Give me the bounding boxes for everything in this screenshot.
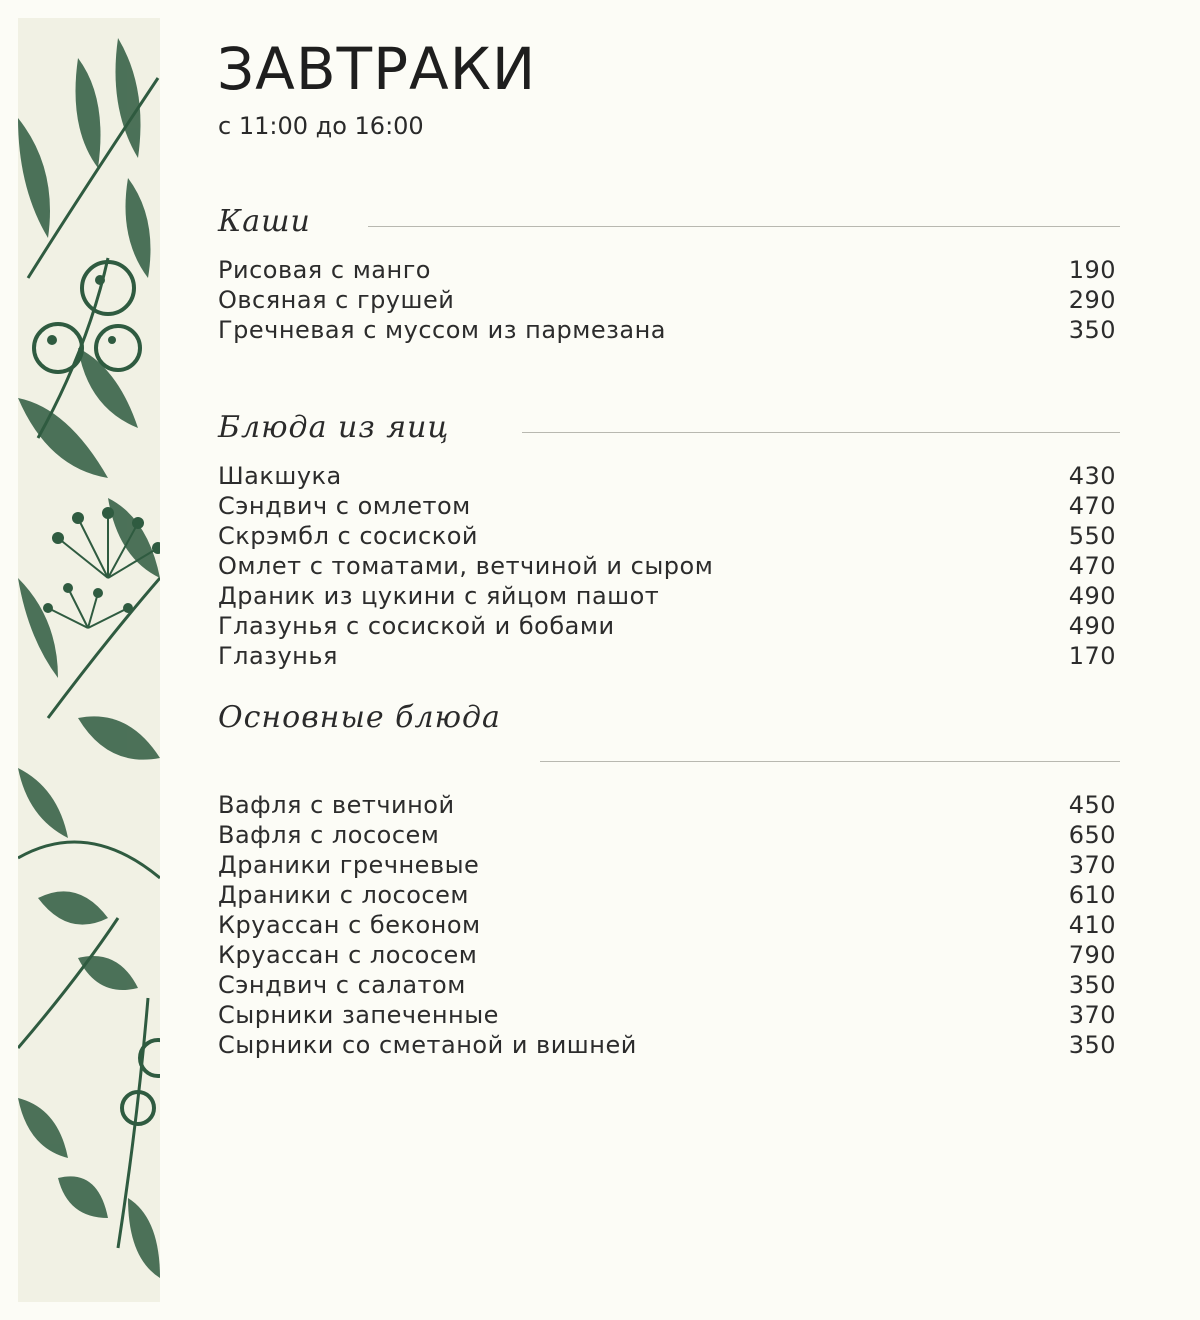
menu-item <box>218 911 1120 941</box>
menu-item-name: Глазунья с сосиской и бобами <box>218 612 615 640</box>
menu-item-name: Шакшука <box>218 462 342 490</box>
menu-item-name: Рисовая с манго <box>218 256 431 284</box>
menu-item <box>218 256 1120 286</box>
section-divider <box>368 226 1120 227</box>
menu-item <box>218 1001 1120 1031</box>
menu-item <box>218 462 1120 492</box>
menu-item-price: 170 <box>1068 642 1116 670</box>
section-title-main-dishes: Основные блюда <box>218 700 501 735</box>
botanical-illustration <box>18 18 160 1302</box>
menu-item <box>218 851 1120 881</box>
menu-item-name: Сырники запеченные <box>218 1001 499 1029</box>
page-title: ЗАВТРАКИ <box>217 35 537 103</box>
section-divider <box>540 761 1120 762</box>
menu-item-price: 350 <box>1068 1031 1116 1059</box>
menu-item-price: 790 <box>1068 941 1116 969</box>
menu-item <box>218 821 1120 851</box>
menu-item-price: 470 <box>1068 492 1116 520</box>
menu-item-price: 190 <box>1068 256 1116 284</box>
botanical-drawing <box>18 18 160 1302</box>
menu-item-price: 350 <box>1068 971 1116 999</box>
menu-item-name: Драники гречневые <box>218 851 480 879</box>
menu-item-price: 550 <box>1068 522 1116 550</box>
menu-item-name: Драники с лососем <box>218 881 469 909</box>
menu-item-name: Вафля с лососем <box>218 821 440 849</box>
serving-hours: с 11:00 до 16:00 <box>218 112 424 140</box>
menu-item-price: 430 <box>1068 462 1116 490</box>
menu-item <box>218 582 1120 612</box>
menu-list-egg-dishes <box>218 462 1120 672</box>
menu-item <box>218 941 1120 971</box>
section-divider <box>522 432 1120 433</box>
menu-item-name: Скрэмбл с сосиской <box>218 522 479 550</box>
menu-list-main-dishes <box>218 791 1120 1061</box>
menu-item-price: 370 <box>1068 1001 1116 1029</box>
menu-item-price: 470 <box>1068 552 1116 580</box>
menu-item <box>218 316 1120 346</box>
menu-item-name: Драник из цукини с яйцом пашот <box>218 582 660 610</box>
section-title-porridge: Каши <box>218 204 311 239</box>
menu-item-price: 610 <box>1068 881 1116 909</box>
menu-item <box>218 642 1120 672</box>
menu-item-price: 490 <box>1068 582 1116 610</box>
menu-item-price: 450 <box>1068 791 1116 819</box>
menu-item <box>218 881 1120 911</box>
menu-item <box>218 971 1120 1001</box>
menu-item <box>218 286 1120 316</box>
menu-item <box>218 492 1120 522</box>
menu-item-price: 410 <box>1068 911 1116 939</box>
menu-item <box>218 552 1120 582</box>
menu-item-name: Овсяная с грушей <box>218 286 455 314</box>
menu-item-price: 370 <box>1068 851 1116 879</box>
menu-item-name: Вафля с ветчиной <box>218 791 455 819</box>
menu-item-name: Гречневая с муссом из пармезана <box>218 316 666 344</box>
menu-item-price: 290 <box>1068 286 1116 314</box>
menu-item-name: Сырники со сметаной и вишней <box>218 1031 637 1059</box>
menu-item <box>218 791 1120 821</box>
menu-item-name: Сэндвич с салатом <box>218 971 466 999</box>
section-title-egg-dishes: Блюда из яиц <box>218 410 450 445</box>
menu-item-name: Круассан с лососем <box>218 941 478 969</box>
menu-item-name: Сэндвич с омлетом <box>218 492 471 520</box>
menu-item-name: Омлет с томатами, ветчиной и сыром <box>218 552 714 580</box>
menu-item-price: 350 <box>1068 316 1116 344</box>
menu-item-name: Круассан с беконом <box>218 911 481 939</box>
menu-item <box>218 612 1120 642</box>
menu-item-price: 650 <box>1068 821 1116 849</box>
menu-item <box>218 1031 1120 1061</box>
menu-list-porridge <box>218 256 1120 346</box>
menu-item-name: Глазунья <box>218 642 338 670</box>
menu-item-price: 490 <box>1068 612 1116 640</box>
menu-item <box>218 522 1120 552</box>
